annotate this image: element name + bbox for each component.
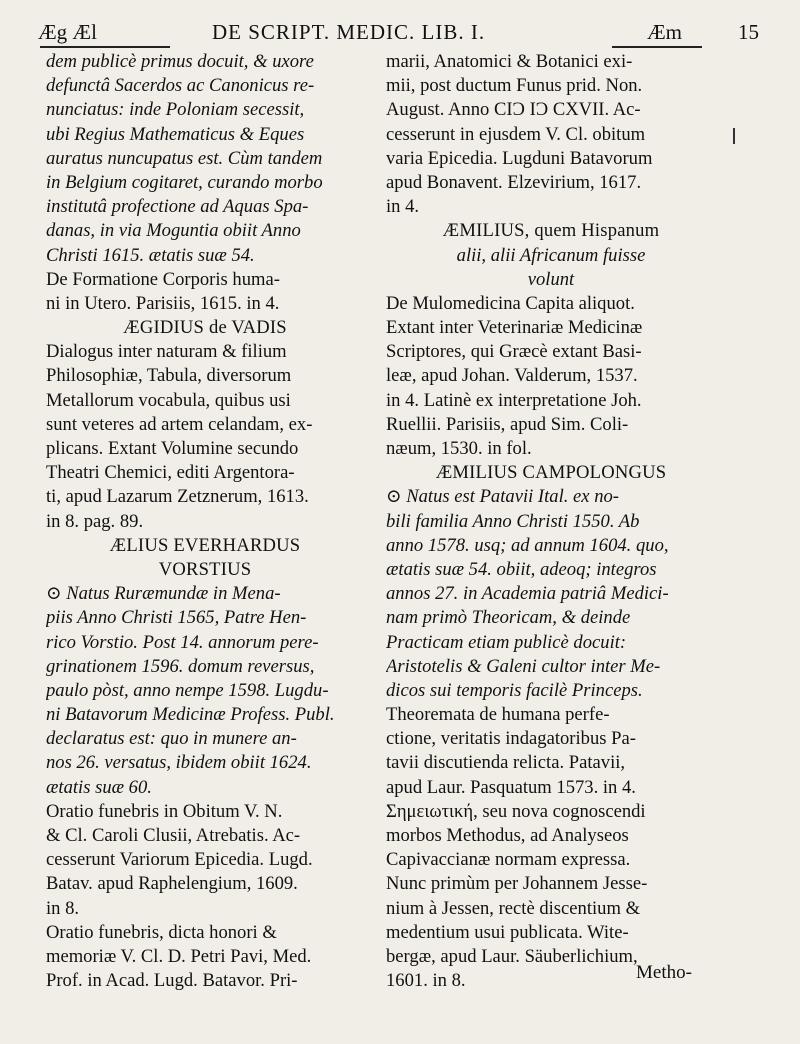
text-line: næum, 1530. in fol.: [386, 438, 532, 459]
text-line: rico Vorstio. Post 14. annorum pere-: [46, 631, 319, 653]
text-line: institutâ profectione ad Aquas Spa-: [46, 196, 309, 218]
entry-heading: ÆMILIUS, quem Hispanum: [442, 220, 660, 242]
text-line: & Cl. Caroli Clusii, Atrebatis. Ac-: [46, 825, 301, 846]
text-line: ⊙ Natus Ruræmundæ in Mena-: [46, 583, 281, 605]
text-line: piis Anno Christi 1565, Patre Hen-: [46, 607, 307, 629]
text-line: Philosophiæ, Tabula, diversorum: [46, 365, 292, 387]
text-line: Capivaccianæ normam expressa.: [386, 849, 631, 871]
text-line: Scriptores, qui Græcè extant Basi-: [386, 341, 642, 363]
text-line: Theoremata de humana perfe-: [386, 704, 610, 726]
text-line: 1601. in 8.: [386, 970, 466, 992]
text-line: Ruellii. Parisiis, apud Sim. Coli-: [386, 413, 629, 435]
catchword: Metho-: [636, 962, 692, 983]
text-line: ⊙ Natus est Patavii Ital. ex no-: [386, 486, 619, 508]
text-line: Batav. apud Raphelengium, 1609.: [46, 873, 298, 895]
entry-heading: ÆLIUS EVERHARDUS: [109, 534, 301, 556]
text-line: auratus nuncupatus est. Cùm tandem: [46, 147, 323, 169]
text-line: in 4.: [386, 196, 420, 218]
entry-heading: ÆMILIUS CAMPOLONGUS: [435, 462, 667, 484]
text-line: morbos Methodus, ad Analyseos: [386, 825, 629, 846]
left-text-column: [46, 50, 364, 993]
text-line: nam primò Theoricam, & deinde: [386, 607, 631, 629]
text-line: Nunc primùm per Johannem Jesse-: [386, 873, 648, 895]
text-line: varia Epicedia. Lugduni Batavorum: [386, 147, 653, 169]
text-line: in Belgium cogitaret, curando morbo: [46, 171, 323, 193]
text-line: bili familia Anno Christi 1550. Ab: [386, 510, 640, 532]
text-line: ubi Regius Mathematicus & Eques: [46, 123, 305, 145]
text-line: in 8.: [46, 897, 80, 919]
text-line: defunctâ Sacerdos ac Canonicus re-: [46, 75, 315, 97]
text-line: tavii discutienda relicta. Patavii,: [386, 752, 626, 774]
text-line: mii, post ductum Funus prid. Non.: [386, 75, 643, 97]
text-line: Dialogus inter naturam & filium: [46, 341, 287, 363]
text-line: nunciatus: inde Poloniam secessit,: [46, 99, 305, 121]
page-number: 15: [738, 20, 759, 44]
text-line: ni in Utero. Parisiis, 1615. in 4.: [46, 292, 280, 314]
text-line: August. Anno CIƆ IƆ CXVII. Ac-: [386, 99, 641, 121]
text-line: alii, alii Africanum fuisse: [456, 244, 646, 266]
text-line: sunt veteres ad artem celandam, ex-: [46, 413, 313, 435]
text-line: memoriæ V. Cl. D. Petri Pavi, Med.: [46, 945, 312, 967]
text-line: grinationem 1596. domum reversus,: [46, 655, 315, 677]
text-line: dicos sui temporis facilè Princeps.: [386, 679, 643, 701]
margin-mark: [733, 128, 735, 144]
text-line: Theatri Chemici, editi Argentora-: [46, 462, 295, 484]
text-line: declaratus est: quo in munere an-: [46, 728, 297, 750]
header-title: DE SCRIPT. MEDIC. LIB. I.: [212, 20, 486, 44]
text-line: leæ, apud Johan. Valderum, 1537.: [386, 365, 638, 387]
text-line: ni Batavorum Medicinæ Profess. Publ.: [46, 704, 335, 726]
text-line: in 8. pag. 89.: [46, 510, 144, 532]
text-line: nos 26. versatus, ibidem obiit 1624.: [46, 752, 312, 774]
text-line: ti, apud Lazarum Zetznerum, 1613.: [46, 486, 309, 508]
right-text-column: [386, 50, 716, 993]
entry-heading: ÆGIDIUS de VADIS: [123, 317, 287, 339]
text-line: marii, Anatomici & Botanici exi-: [386, 51, 633, 72]
text-line: danas, in via Moguntia obiit Anno: [46, 220, 301, 242]
text-line: plicans. Extant Volumine secundo: [46, 438, 299, 459]
text-line: Oratio funebris in Obitum V. N.: [46, 800, 283, 822]
text-line: ctione, veritatis indagatoribus Pa-: [386, 728, 636, 750]
text-line: in 4. Latinè ex interpretatione Joh.: [386, 389, 642, 411]
text-line: Prof. in Acad. Lugd. Batavor. Pri-: [46, 970, 298, 992]
header-rule-right: [612, 46, 702, 48]
entry-heading: VORSTIUS: [158, 558, 252, 580]
text-line: ætatis suæ 60.: [46, 776, 152, 798]
text-line: Christi 1615. ætatis suæ 54.: [46, 244, 255, 266]
text-line: De Mulomedicina Capita aliquot.: [386, 292, 635, 314]
text-line: volunt: [527, 268, 575, 290]
text-line: bergæ, apud Laur. Säuberlichium,: [386, 945, 638, 967]
text-line: De Formatione Corporis huma-: [46, 268, 280, 290]
text-line: apud Bonavent. Elzevirium, 1617.: [386, 171, 642, 193]
header-right-guide-word: Æm: [647, 20, 683, 44]
text-line: Σημειωτική, seu nova cognoscendi: [386, 800, 646, 822]
text-line: paulo pòst, anno nempe 1598. Lugdu-: [46, 679, 329, 701]
text-line: medentium usui publicata. Wite-: [386, 921, 629, 943]
text-line: Metallorum vocabula, quibus usi: [46, 389, 291, 411]
text-line: cesserunt Variorum Epicedia. Lugd.: [46, 849, 313, 871]
text-line: Oratio funebris, dicta honori &: [46, 921, 277, 943]
text-line: cesserunt in ejusdem V. Cl. obitum: [386, 123, 646, 145]
header-rule-left: [40, 46, 170, 48]
text-line: anno 1578. usq; ad annum 1604. quo,: [386, 534, 669, 556]
text-line: annos 27. in Academia patriâ Medici-: [386, 583, 669, 605]
text-line: Extant inter Veterinariæ Medicinæ: [386, 317, 643, 339]
text-line: nium à Jessen, rectè discentium &: [386, 897, 641, 919]
text-line: Practicam etiam publicè docuit:: [386, 631, 627, 653]
text-line: dem publicè primus docuit, & uxore: [46, 51, 314, 72]
text-line: Aristotelis & Galeni cultor inter Me-: [386, 655, 661, 677]
text-line: apud Laur. Pasquatum 1573. in 4.: [386, 776, 636, 798]
text-line: ætatis suæ 54. obiit, adeoq; integros: [386, 558, 657, 580]
header-left-guide-words: Æg Æl: [38, 20, 97, 44]
